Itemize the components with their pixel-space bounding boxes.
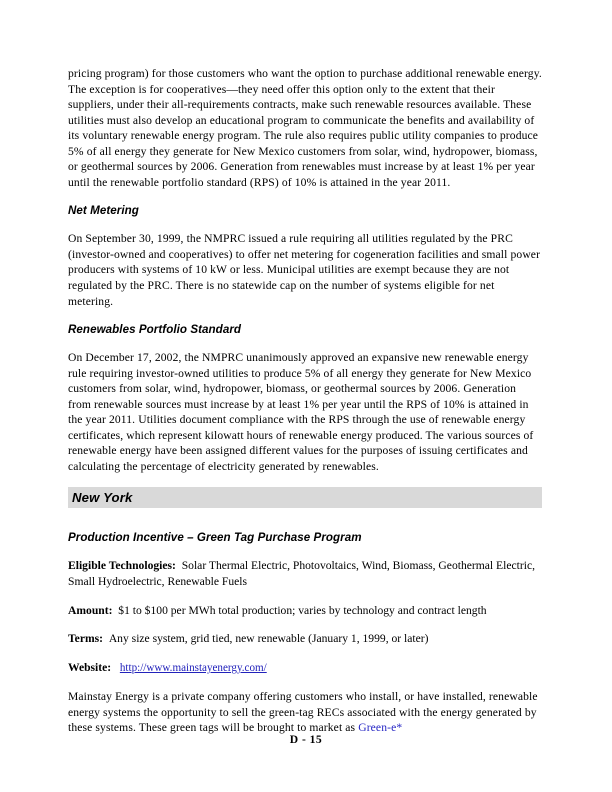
field-row-amount (68, 603, 542, 619)
intro-paragraph: pricing program) for those customers who want the option to purchase additional renewable energy. The exception is for cooperatives—they need offer this option only to the extent that their suppliers, under their all-requirements contracts, make such renewable resources available. These utilities must also develop an educational program to communicate the benefits and availability of its voluntary renewable energy program. The rule also requires public utility companies to produce 5% of all energy they generate for New Mexico customers from solar, wind, hydropower, biomass, or geothermal sources by 2006. Generation from renewables must increase by at least 1% per year until the renewable portfolio standard (RPS) of 10% is attained in the year 2011. (68, 67, 542, 189)
state-banner (68, 487, 542, 508)
field-row-terms (68, 631, 542, 647)
heading-renewables-portfolio-standard: Renewables Portfolio Standard (68, 323, 242, 337)
website-link[interactable]: http://www.mainstayenergy.com/ (119, 661, 267, 674)
paragraph-mainstay-description (68, 689, 542, 736)
page-content (68, 66, 542, 749)
heading-net-metering: Net Metering (68, 204, 139, 218)
field-label-eligible-technologies: Eligible Technologies: (68, 559, 176, 573)
paragraph-renewables-portfolio-standard: On December 17, 2002, the NMPRC unanimously approved an expansive new renewable energy rule requiring investor-owned utilities to produce 5% of all energy they generate for New Mexico customers from solar, wind, hydropower, biomass, or geothermal sources by 2006. Generation from renewable sources must increase by at least 1% per year until the RPS of 10% is attained in the year 2011. Utilities document compliance with the RPS through the use of renewable energy certificates, which represent kilowatt hours of renewable energy produced. The various sources of renewable energy have been assigned different values for the purposes of issuing certificates and calculating the percentage of electricity generated by renewables. (68, 351, 534, 473)
state-name-label: New York (72, 490, 133, 506)
field-value-terms: Any size system, grid tied, new renewable (January 1, 1999, or later) (108, 632, 429, 646)
mainstay-description-text: Mainstay Energy is a private company offering customers who install, or have installed, renewable energy systems the opportunity to sell the green-tag RECs associated with the energy generated by these systems. These green tags will be brought to market as (68, 690, 538, 735)
page-footer: D - 15 (289, 733, 323, 746)
field-value-eligible-technologies: Solar Thermal Electric, Photovoltaics, Wind, Biomass, Geothermal Electric, Small Hydroelectric, Renewable Fuels (68, 559, 535, 589)
paragraph-net-metering: On September 30, 1999, the NMPRC issued a rule requiring all utilities regulated by the PRC (investor-owned and cooperatives) to offer net metering for cogeneration facilities and small power producers with systems of 10 kW or less. Municipal utilities are exempt because they are not regulated by the PRC. There is no statewide cap on the number of systems eligible for net metering. (68, 232, 541, 308)
field-row-eligible-technologies (68, 558, 542, 589)
field-label-terms: Terms: (68, 632, 103, 646)
field-value-amount: $1 to $100 per MWh total production; varies by technology and contract length (118, 603, 487, 617)
field-label-amount: Amount: (68, 603, 113, 617)
green-e-link[interactable]: Green-e* (358, 721, 403, 735)
field-row-website (68, 660, 542, 677)
heading-production-incentive: Production Incentive – Green Tag Purchase Program (68, 531, 362, 545)
field-label-website: Website: (68, 660, 112, 674)
state-banner-wrapper (68, 487, 542, 508)
